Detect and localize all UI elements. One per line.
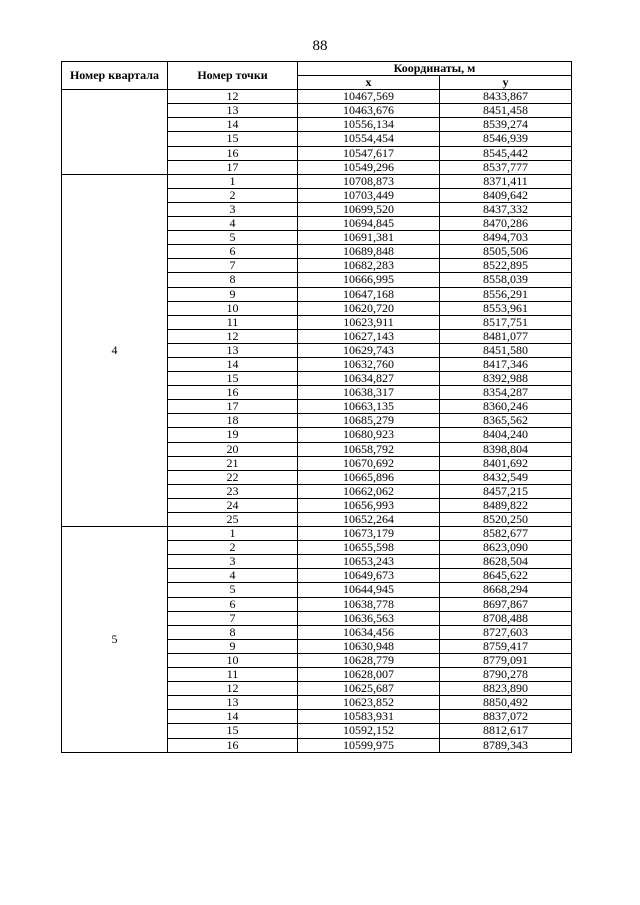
x-coordinate-cell: 10628,007: [298, 668, 440, 682]
quarter-number-cell: 5: [62, 527, 168, 753]
y-coordinate-cell: 8470,286: [440, 217, 572, 231]
point-number-cell: 24: [168, 498, 298, 512]
y-coordinate-cell: 8790,278: [440, 668, 572, 682]
coordinates-table: [61, 61, 572, 753]
y-coordinate-cell: 8823,890: [440, 682, 572, 696]
header-y: y: [440, 76, 572, 90]
x-coordinate-cell: 10685,279: [298, 414, 440, 428]
x-coordinate-cell: 10549,296: [298, 160, 440, 174]
x-coordinate-cell: 10620,720: [298, 301, 440, 315]
point-number-cell: 10: [168, 301, 298, 315]
point-number-cell: 15: [168, 132, 298, 146]
y-coordinate-cell: 8365,562: [440, 414, 572, 428]
point-number-cell: 2: [168, 188, 298, 202]
x-coordinate-cell: 10680,923: [298, 428, 440, 442]
y-coordinate-cell: 8850,492: [440, 696, 572, 710]
point-number-cell: 7: [168, 611, 298, 625]
point-number-cell: 6: [168, 245, 298, 259]
point-number-cell: 22: [168, 470, 298, 484]
point-number-cell: 4: [168, 569, 298, 583]
y-coordinate-cell: 8553,961: [440, 301, 572, 315]
point-number-cell: 4: [168, 217, 298, 231]
point-number-cell: 9: [168, 287, 298, 301]
y-coordinate-cell: 8398,804: [440, 442, 572, 456]
x-coordinate-cell: 10708,873: [298, 174, 440, 188]
x-coordinate-cell: 10673,179: [298, 527, 440, 541]
x-coordinate-cell: 10655,598: [298, 541, 440, 555]
point-number-cell: 25: [168, 513, 298, 527]
point-number-cell: 10: [168, 653, 298, 667]
header-quarter-number: Номер квартала: [62, 62, 168, 90]
y-coordinate-cell: 8489,822: [440, 498, 572, 512]
y-coordinate-cell: 8623,090: [440, 541, 572, 555]
x-coordinate-cell: 10703,449: [298, 188, 440, 202]
point-number-cell: 20: [168, 442, 298, 456]
x-coordinate-cell: 10629,743: [298, 343, 440, 357]
point-number-cell: 13: [168, 696, 298, 710]
point-number-cell: 12: [168, 329, 298, 343]
y-coordinate-cell: 8582,677: [440, 527, 572, 541]
point-number-cell: 13: [168, 343, 298, 357]
x-coordinate-cell: 10628,779: [298, 653, 440, 667]
y-coordinate-cell: 8457,215: [440, 484, 572, 498]
y-coordinate-cell: 8628,504: [440, 555, 572, 569]
y-coordinate-cell: 8392,988: [440, 372, 572, 386]
point-number-cell: 21: [168, 456, 298, 470]
point-number-cell: 12: [168, 90, 298, 104]
point-number-cell: 13: [168, 104, 298, 118]
point-number-cell: 1: [168, 174, 298, 188]
y-coordinate-cell: 8545,442: [440, 146, 572, 160]
x-coordinate-cell: 10689,848: [298, 245, 440, 259]
y-coordinate-cell: 8556,291: [440, 287, 572, 301]
y-coordinate-cell: 8517,751: [440, 315, 572, 329]
x-coordinate-cell: 10644,945: [298, 583, 440, 597]
x-coordinate-cell: 10467,569: [298, 90, 440, 104]
x-coordinate-cell: 10647,168: [298, 287, 440, 301]
x-coordinate-cell: 10649,673: [298, 569, 440, 583]
point-number-cell: 14: [168, 118, 298, 132]
x-coordinate-cell: 10556,134: [298, 118, 440, 132]
x-coordinate-cell: 10463,676: [298, 104, 440, 118]
point-number-cell: 14: [168, 357, 298, 371]
y-coordinate-cell: 8779,091: [440, 653, 572, 667]
point-number-cell: 14: [168, 710, 298, 724]
header-point-number: Номер точки: [168, 62, 298, 90]
y-coordinate-cell: 8546,939: [440, 132, 572, 146]
y-coordinate-cell: 8371,411: [440, 174, 572, 188]
x-coordinate-cell: 10625,687: [298, 682, 440, 696]
x-coordinate-cell: 10583,931: [298, 710, 440, 724]
y-coordinate-cell: 8727,603: [440, 625, 572, 639]
point-number-cell: 7: [168, 259, 298, 273]
y-coordinate-cell: 8539,274: [440, 118, 572, 132]
y-coordinate-cell: 8697,867: [440, 597, 572, 611]
table-header: [62, 62, 572, 90]
y-coordinate-cell: 8812,617: [440, 724, 572, 738]
y-coordinate-cell: 8837,072: [440, 710, 572, 724]
point-number-cell: 19: [168, 428, 298, 442]
y-coordinate-cell: 8645,622: [440, 569, 572, 583]
x-coordinate-cell: 10632,760: [298, 357, 440, 371]
y-coordinate-cell: 8354,287: [440, 386, 572, 400]
header-coordinates: Координаты, м: [298, 62, 572, 76]
quarter-number-cell: 4: [62, 174, 168, 526]
y-coordinate-cell: 8522,895: [440, 259, 572, 273]
quarter-number-cell: [62, 90, 168, 175]
point-number-cell: 18: [168, 414, 298, 428]
y-coordinate-cell: 8437,332: [440, 202, 572, 216]
y-coordinate-cell: 8409,642: [440, 188, 572, 202]
y-coordinate-cell: 8481,077: [440, 329, 572, 343]
point-number-cell: 11: [168, 668, 298, 682]
point-number-cell: 12: [168, 682, 298, 696]
point-number-cell: 11: [168, 315, 298, 329]
point-number-cell: 5: [168, 583, 298, 597]
y-coordinate-cell: 8789,343: [440, 738, 572, 752]
y-coordinate-cell: 8558,039: [440, 273, 572, 287]
x-coordinate-cell: 10670,692: [298, 456, 440, 470]
x-coordinate-cell: 10656,993: [298, 498, 440, 512]
x-coordinate-cell: 10665,896: [298, 470, 440, 484]
x-coordinate-cell: 10554,454: [298, 132, 440, 146]
y-coordinate-cell: 8360,246: [440, 400, 572, 414]
x-coordinate-cell: 10634,456: [298, 625, 440, 639]
x-coordinate-cell: 10638,778: [298, 597, 440, 611]
point-number-cell: 17: [168, 400, 298, 414]
x-coordinate-cell: 10652,264: [298, 513, 440, 527]
x-coordinate-cell: 10691,381: [298, 231, 440, 245]
point-number-cell: 16: [168, 146, 298, 160]
x-coordinate-cell: 10663,135: [298, 400, 440, 414]
y-coordinate-cell: 8401,692: [440, 456, 572, 470]
x-coordinate-cell: 10627,143: [298, 329, 440, 343]
point-number-cell: 5: [168, 231, 298, 245]
point-number-cell: 17: [168, 160, 298, 174]
point-number-cell: 3: [168, 202, 298, 216]
header-x: x: [298, 76, 440, 90]
point-number-cell: 9: [168, 639, 298, 653]
y-coordinate-cell: 8759,417: [440, 639, 572, 653]
table-row: [62, 90, 572, 104]
y-coordinate-cell: 8451,580: [440, 343, 572, 357]
point-number-cell: 8: [168, 625, 298, 639]
x-coordinate-cell: 10623,911: [298, 315, 440, 329]
point-number-cell: 15: [168, 724, 298, 738]
x-coordinate-cell: 10699,520: [298, 202, 440, 216]
point-number-cell: 16: [168, 738, 298, 752]
point-number-cell: 2: [168, 541, 298, 555]
x-coordinate-cell: 10636,563: [298, 611, 440, 625]
y-coordinate-cell: 8537,777: [440, 160, 572, 174]
point-number-cell: 3: [168, 555, 298, 569]
x-coordinate-cell: 10694,845: [298, 217, 440, 231]
x-coordinate-cell: 10662,062: [298, 484, 440, 498]
point-number-cell: 8: [168, 273, 298, 287]
y-coordinate-cell: 8505,506: [440, 245, 572, 259]
y-coordinate-cell: 8432,549: [440, 470, 572, 484]
y-coordinate-cell: 8494,703: [440, 231, 572, 245]
x-coordinate-cell: 10658,792: [298, 442, 440, 456]
x-coordinate-cell: 10630,948: [298, 639, 440, 653]
y-coordinate-cell: 8433,867: [440, 90, 572, 104]
point-number-cell: 23: [168, 484, 298, 498]
page-number: 88: [312, 38, 328, 54]
x-coordinate-cell: 10599,975: [298, 738, 440, 752]
y-coordinate-cell: 8404,240: [440, 428, 572, 442]
x-coordinate-cell: 10592,152: [298, 724, 440, 738]
point-number-cell: 1: [168, 527, 298, 541]
y-coordinate-cell: 8520,250: [440, 513, 572, 527]
x-coordinate-cell: 10638,317: [298, 386, 440, 400]
table-body: [62, 90, 572, 752]
point-number-cell: 6: [168, 597, 298, 611]
point-number-cell: 16: [168, 386, 298, 400]
x-coordinate-cell: 10634,827: [298, 372, 440, 386]
x-coordinate-cell: 10666,995: [298, 273, 440, 287]
y-coordinate-cell: 8708,488: [440, 611, 572, 625]
point-number-cell: 15: [168, 372, 298, 386]
x-coordinate-cell: 10547,617: [298, 146, 440, 160]
y-coordinate-cell: 8451,458: [440, 104, 572, 118]
x-coordinate-cell: 10653,243: [298, 555, 440, 569]
table-row: [62, 527, 572, 541]
x-coordinate-cell: 10623,852: [298, 696, 440, 710]
y-coordinate-cell: 8417,346: [440, 357, 572, 371]
table-row: [62, 174, 572, 188]
y-coordinate-cell: 8668,294: [440, 583, 572, 597]
x-coordinate-cell: 10682,283: [298, 259, 440, 273]
